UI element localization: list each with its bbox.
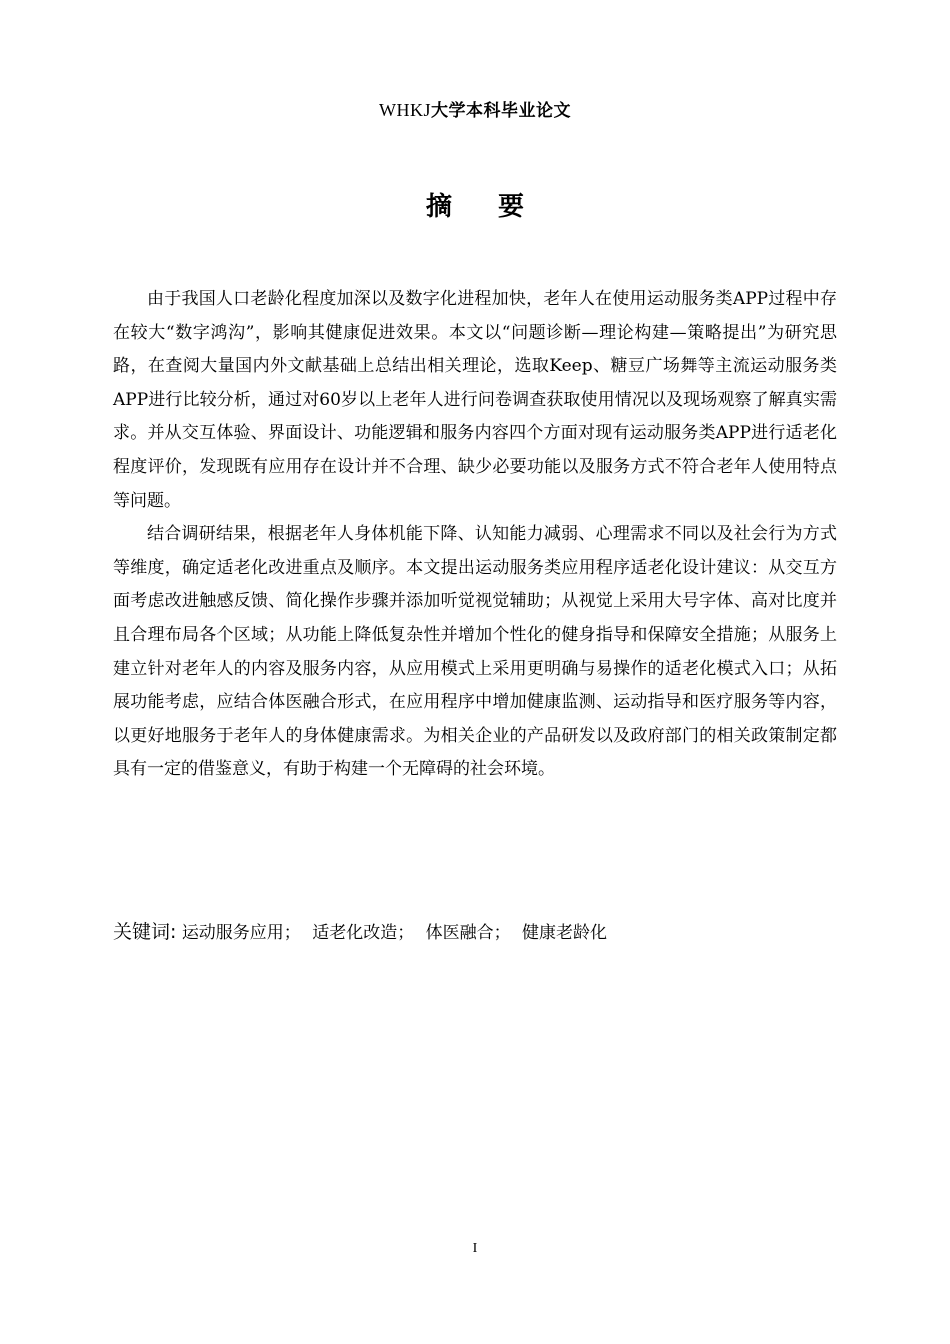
abstract-body bbox=[113, 283, 837, 787]
running-header bbox=[0, 96, 950, 121]
keywords-label: 关键词: bbox=[113, 921, 177, 943]
keyword-item: 运动服务应用； bbox=[181, 923, 301, 943]
abstract-title: 摘要 bbox=[425, 192, 570, 222]
keyword-item: 适老化改造； bbox=[312, 923, 415, 943]
abstract-paragraph-1: 由于我国人口老龄化程度加深以及数字化进程加快，老年人在使用运动服务类APP过程中存在较大“数字鸿沟”，影响其健康促进效果。本文以“问题诊断—理论构建—策略提出”为研究思路，在查阅大量国内外文献基础上总结出相关理论，选取Keep、糖豆广场舞等主流运动服务类APP进行比较分析，通过对60岁以上老年人进行问卷调查获取使用情况以及现场观察了解真实需求。并从交互体验、界面设计、功能逻辑和服务内容四个方面对现有运动服务类APP进行适老化程度评价，发现既有应用存在设计并不合理、缺少必要功能以及服务方式不符合老年人使用特点等问题。 bbox=[113, 289, 837, 511]
keyword-item: 健康老龄化 bbox=[522, 923, 608, 943]
header-chinese: 大学本科毕业论文 bbox=[431, 101, 571, 121]
keywords-line bbox=[113, 917, 837, 948]
page-number: I bbox=[472, 1241, 478, 1256]
abstract-paragraph-2: 结合调研结果，根据老年人身体机能下降、认知能力减弱、心理需求不同以及社会行为方式等维度，确定适老化改进重点及顺序。本文提出运动服务类应用程序适老化设计建议：从交互方面考虑改进触感反馈、简化操作步骤并添加听觉视觉辅助；从视觉上采用大号字体、高对比度并且合理布局各个区域；从功能上降低复杂性并增加个性化的健身指导和保障安全措施；从服务上建立针对老年人的内容及服务内容，从应用模式上采用更明确与易操作的适老化模式入口；从拓展功能考虑，应结合体医融合形式，在应用程序中增加健康监测、运动指导和医疗服务等内容，以更好地服务于老年人的身体健康需求。为相关企业的产品研发以及政府部门的相关政策制定都具有一定的借鉴意义，有助于构建一个无障碍的社会环境。 bbox=[113, 524, 837, 780]
header-latin: WHKJ bbox=[379, 100, 431, 120]
keyword-item: 体医融合； bbox=[425, 923, 511, 943]
